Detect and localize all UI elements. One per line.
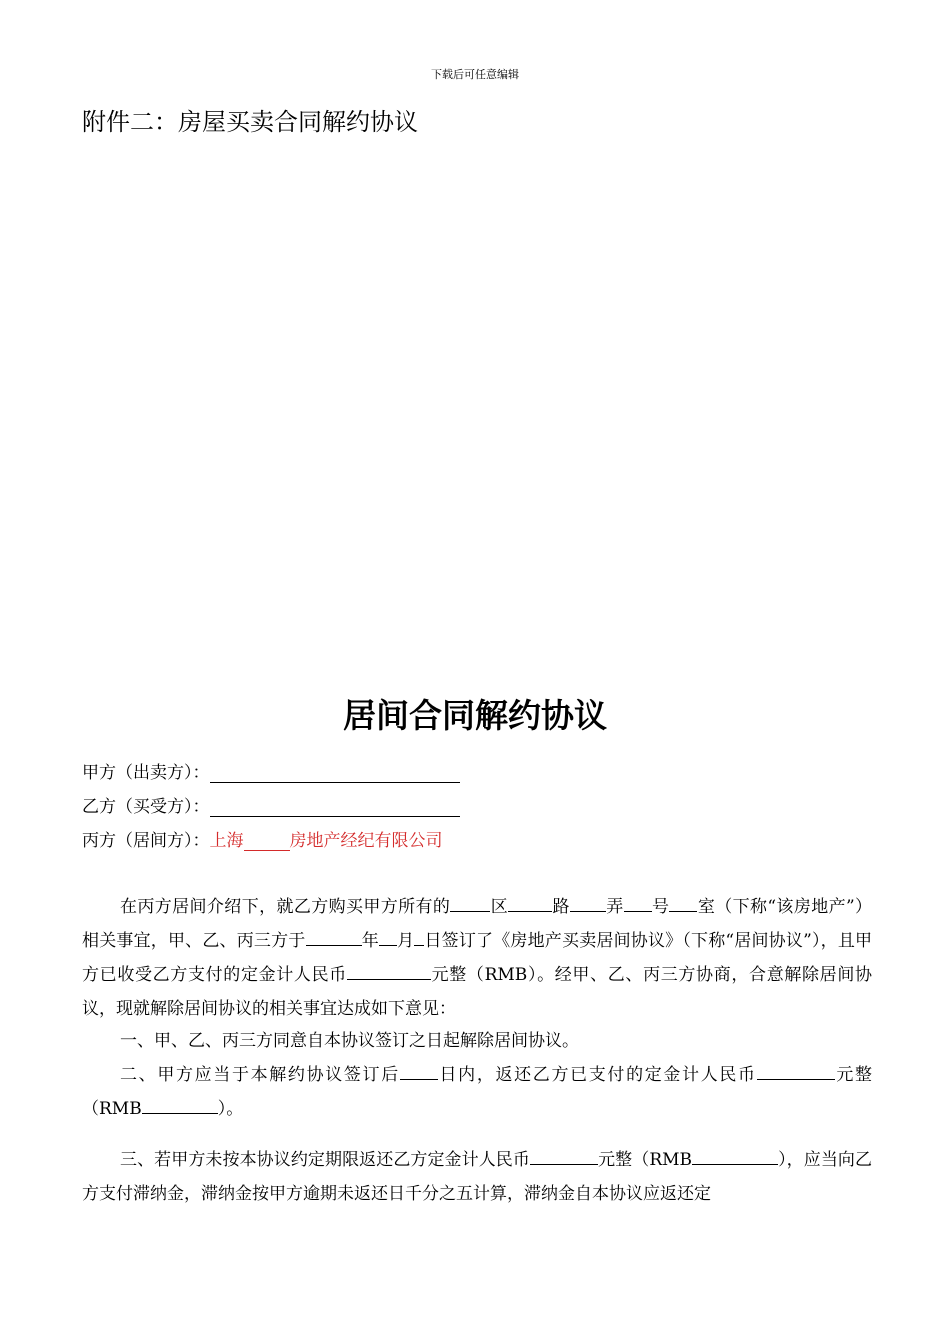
- blank-room: [669, 895, 697, 912]
- party-a-row: [82, 758, 460, 783]
- blank-late-rmb: [692, 1148, 778, 1165]
- party-c-blank: [244, 834, 290, 851]
- blank-deposit-amount: [347, 963, 431, 980]
- recital-paragraph: [82, 890, 872, 1026]
- document-title: 居间合同解约协议: [343, 696, 607, 735]
- recital-text-11: ）。经甲、乙、丙三方协商，合意解除居间协议，现就解除居间协议的相关事宜达成如下意见：: [82, 965, 873, 1019]
- blank-refund-amount: [757, 1063, 835, 1080]
- blank-number: [624, 895, 652, 912]
- recital-text-3: 路: [552, 897, 570, 917]
- party-a-label: 甲方（出卖方）：: [82, 763, 210, 783]
- clause-2-text-2: 日内，返还乙方已支付的定金计人民币: [437, 1065, 757, 1085]
- recital-text-8: 月: [396, 931, 415, 951]
- recital-text-1: 在丙方居间介绍下，就乙方购买甲方所有的: [120, 897, 451, 917]
- clause-2-text-1: 二、甲方应当于本解约协议签订后: [120, 1065, 400, 1085]
- clause-3: [82, 1143, 872, 1211]
- clause-2-text-3: 元整（RMB: [82, 1065, 873, 1119]
- recital-text-10: 元整（RMB: [430, 965, 528, 985]
- recital-text-4: 弄: [605, 897, 624, 917]
- recital-text-2: 区: [490, 897, 509, 917]
- attachment-title: 附件二：房屋买卖合同解约协议: [82, 108, 418, 136]
- blank-days: [400, 1063, 438, 1080]
- header-note: 下载后可任意编辑: [431, 68, 519, 81]
- recital-text-9: 日签订了《房地产买卖居间协议》（下称“居间协议”），且甲方已收受乙方支付的定金计人民币: [82, 931, 873, 985]
- party-a-blank: [210, 766, 460, 783]
- blank-day: [414, 929, 424, 946]
- party-b-row: [82, 792, 460, 817]
- clause-1: [82, 1024, 872, 1058]
- recital-text-7: 年: [361, 931, 379, 951]
- blank-district: [450, 895, 490, 912]
- recital-text-6: 室（下称“该房地产”）相关事宜，甲、乙、丙三方于: [82, 897, 873, 951]
- blank-road: [508, 895, 552, 912]
- clause-3-text-3: ），应当向乙方支付滞纳金，滞纳金按甲方逾期未返还日千分之五计算，滞纳金自本协议应返还定: [82, 1150, 873, 1204]
- clause-1-text: 一、甲、乙、丙三方同意自本协议签订之日起解除居间协议。: [120, 1031, 579, 1051]
- blank-year: [306, 929, 362, 946]
- party-c-value-prefix: 上海: [209, 831, 244, 851]
- clause-2: [82, 1058, 872, 1126]
- clause-3-text-2: 元整（RMB: [597, 1150, 693, 1170]
- party-b-blank: [210, 800, 460, 817]
- party-c-row: [82, 826, 443, 851]
- blank-lane: [570, 895, 606, 912]
- blank-late-amount: [530, 1148, 598, 1165]
- recital-text-5: 号: [651, 897, 670, 917]
- blank-refund-rmb: [142, 1097, 218, 1114]
- party-c-value-suffix: 房地产经纪有限公司: [289, 831, 443, 851]
- clause-2-text-4: ）。: [217, 1099, 244, 1119]
- clause-3-text-1: 三、若甲方未按本协议约定期限返还乙方定金计人民币: [120, 1150, 530, 1170]
- blank-month: [379, 929, 397, 946]
- party-c-label: 丙方（居间方）：: [82, 831, 210, 851]
- party-b-label: 乙方（买受方）：: [82, 797, 210, 817]
